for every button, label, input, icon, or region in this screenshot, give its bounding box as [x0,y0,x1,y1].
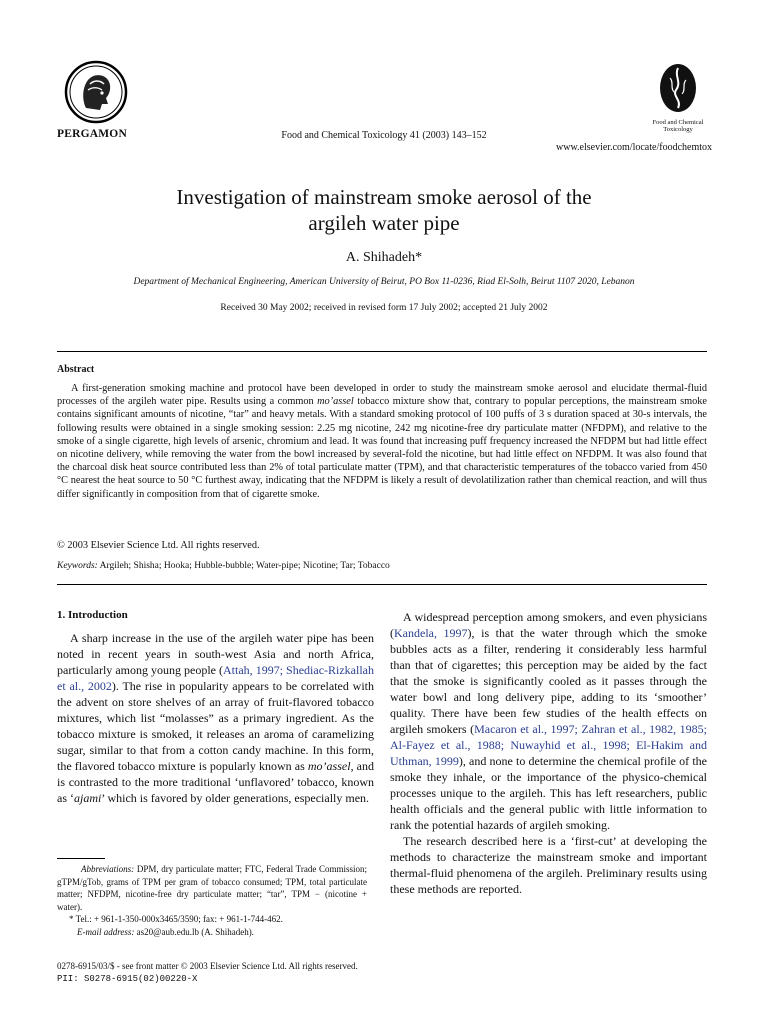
pergamon-logo [64,60,128,129]
text-span: A sharp increase in the use of the argileh water pipe has been noted in recent years in south-west Asia and north Africa, particularly among young people ( [57,631,374,677]
reference-link[interactable]: Attah, 1997; Shediac-Rizkallah et al., 2002 [57,663,375,693]
issn-line: 0278-6915/03/$ - see front matter © 2003 Elsevier Science Ltd. All rights reserved. [57,961,358,971]
journal-citation: Food and Chemical Toxicology 41 (2003) 143–152 [281,130,487,141]
abstract-copyright: © 2003 Elsevier Science Ltd. All rights reserved. [57,540,260,551]
email-label: E-mail address: [77,926,135,937]
page-footer [57,960,358,986]
journal-url[interactable]: www.elsevier.com/locate/foodchemtox [556,142,712,153]
text-span: ’ which is favored by older generations, especially men. [101,791,370,805]
keywords-text: Argileh; Shisha; Hooka; Hubble-bubble; Water-pipe; Nicotine; Tar; Tobacco [99,561,390,571]
keywords-label: Keywords: [57,561,98,571]
received-dates: Received 30 May 2002; received in revised form 17 July 2002; accepted 21 July 2002 [220,303,548,313]
abstract-divider [57,584,707,585]
text-span: , and is contrasted to the more traditional ‘unflavored’ tobacco, known as ‘ [57,759,375,805]
footnote-divider [57,858,105,859]
text-span: ). The rise in popularity appears to be correlated with the advent on store shelves of an array of fruit-flavored tobacco mixtures, which list “molasses” as a primary ingredient. As the tobacco mixture is smoked, it releases an aroma of caramelizing sugar, similar to that from a cotton candy machine. In this form, the flavored tobacco mixture is popularly known as [57,679,374,773]
intro-paragraph-1 [57,630,374,806]
abstract-part-1: A first-generation smoking machine and protocol have been developed in order to study the mainstream smoke aerosol and elucidate thermal-fluid processes of the argileh water pipe. Results using a common [57,383,707,408]
section-heading-introduction: 1. Introduction [57,609,128,621]
italic-term: ajami [74,791,102,805]
footnote-email [57,926,367,939]
pii-line: PII: S0278-6915(02)00220-X [57,974,198,984]
title-line-2: argileh water pipe [308,211,460,235]
author: A. Shihadeh* [345,250,423,265]
footnote-tel: * Tel.: + 961-1-350-000x3465/3590; fax: + 961-1-744-462. [69,914,283,924]
abbr-label: Abbreviations: [81,864,135,874]
footnote-abbreviations [57,863,367,913]
right-column [390,609,707,897]
publisher-name: PERGAMON [57,128,127,140]
abstract-heading: Abstract [57,364,95,375]
reference-link[interactable]: Macaron et al., 1997; Zahran et al., 1982, 1985; Al-Fayez et al., 1988; Nuwayhid et al., 1998; El-Hakim and Uthman, 1999 [390,722,708,768]
abstract-italic-term: mo’assel [317,396,354,408]
intro-paragraph-2 [390,609,707,833]
svg-text:Food and ChemicalToxicology: Food and Chemical Toxicology [652,119,704,133]
left-column [57,630,374,806]
journal-logo [648,62,708,141]
affiliation: Department of Mechanical Engineering, American University of Beirut, PO Box 11-0236, Riad El-Solh, Beirut 1107 2020, Lebanon [133,277,635,287]
email-address[interactable]: as20@aub.edu.lb (A. Shihadeh). [136,926,254,937]
intro-paragraph-3: The research described here is a ‘first-cut’ at developing the methods to characterize the mainstream smoke and important thermal-fluid phenomena of the argileh. Preliminary results using these methods are reported. [390,834,707,896]
title-line-1: Investigation of mainstream smoke aerosol of the [176,185,592,209]
article-title [0,184,768,236]
text-span: A widespread perception among smokers, and even physicians ( [390,610,707,640]
text-span: ), is that the water through which the smoke bubbles acts as a filter, rendering it considerably less harmful than that of cigarettes; this perception may be aided by the fact that the smoke is significantly cooled as it passes through the water bowl and long delivery pipe, adding to its ‘smoother’ quality. There have been few studies of the health effects on argileh smokers ( [390,626,707,736]
abstract-text [57,382,707,501]
text-span: ), and none to determine the chemical profile of the smoke they inhale, or the importance of the physico-chemical processes unique to the argileh. This has left researchers, public health officials and the general public with little information to rank the potential hazards of argileh smoking. [390,754,707,832]
footnotes [57,863,367,938]
italic-term: mo’assel [307,759,351,773]
keywords [57,561,390,571]
reference-link[interactable]: Kandela, 1997 [394,626,468,640]
abstract-part-2: tobacco mixture show that, contrary to popular perceptions, the mainstream smoke contains significant amounts of nicotine, “tar” and heavy metals. With a standard smoking protocol of 100 puffs of 3 s duration spaced at 30-s intervals, the following results were obtained in a single smoking session: 2.25 mg nicotine, 242 mg nicotine-free dry particulate matter (NFDPM), and relative to the smoke of a single cigarette, high levels of arsenic, chromium and lead. It was found that increasing puff frequency increased the NFDPM but had little effect on nicotine delivery, while removing the water from the bowl increased by several-fold the nicotine, but had little effect on NFDPM. It was also found that the charcoal disk heat source contributed less than 2% of total particulate matter (TPM), and that characteristic temperatures of the tobacco varied from 450 °C nearest the heat source to 50 °C furthest away, indicating that the NFDPM is likely a result of devolatilization rather than chemical reaction, and will thus differ significantly in composition from that of cigarette smoke. [57,396,707,500]
top-divider [57,351,707,352]
abbr-text: DPM, dry particulate matter; FTC, Federal Trade Commission; gTPM/gTob, grams of TPM per gram of tobacco consumed; TPM, total particulate matter; NFDPM, nicotine-free dry particulate matter; “tar”, TPM − (nicotine + water). [57,864,367,912]
